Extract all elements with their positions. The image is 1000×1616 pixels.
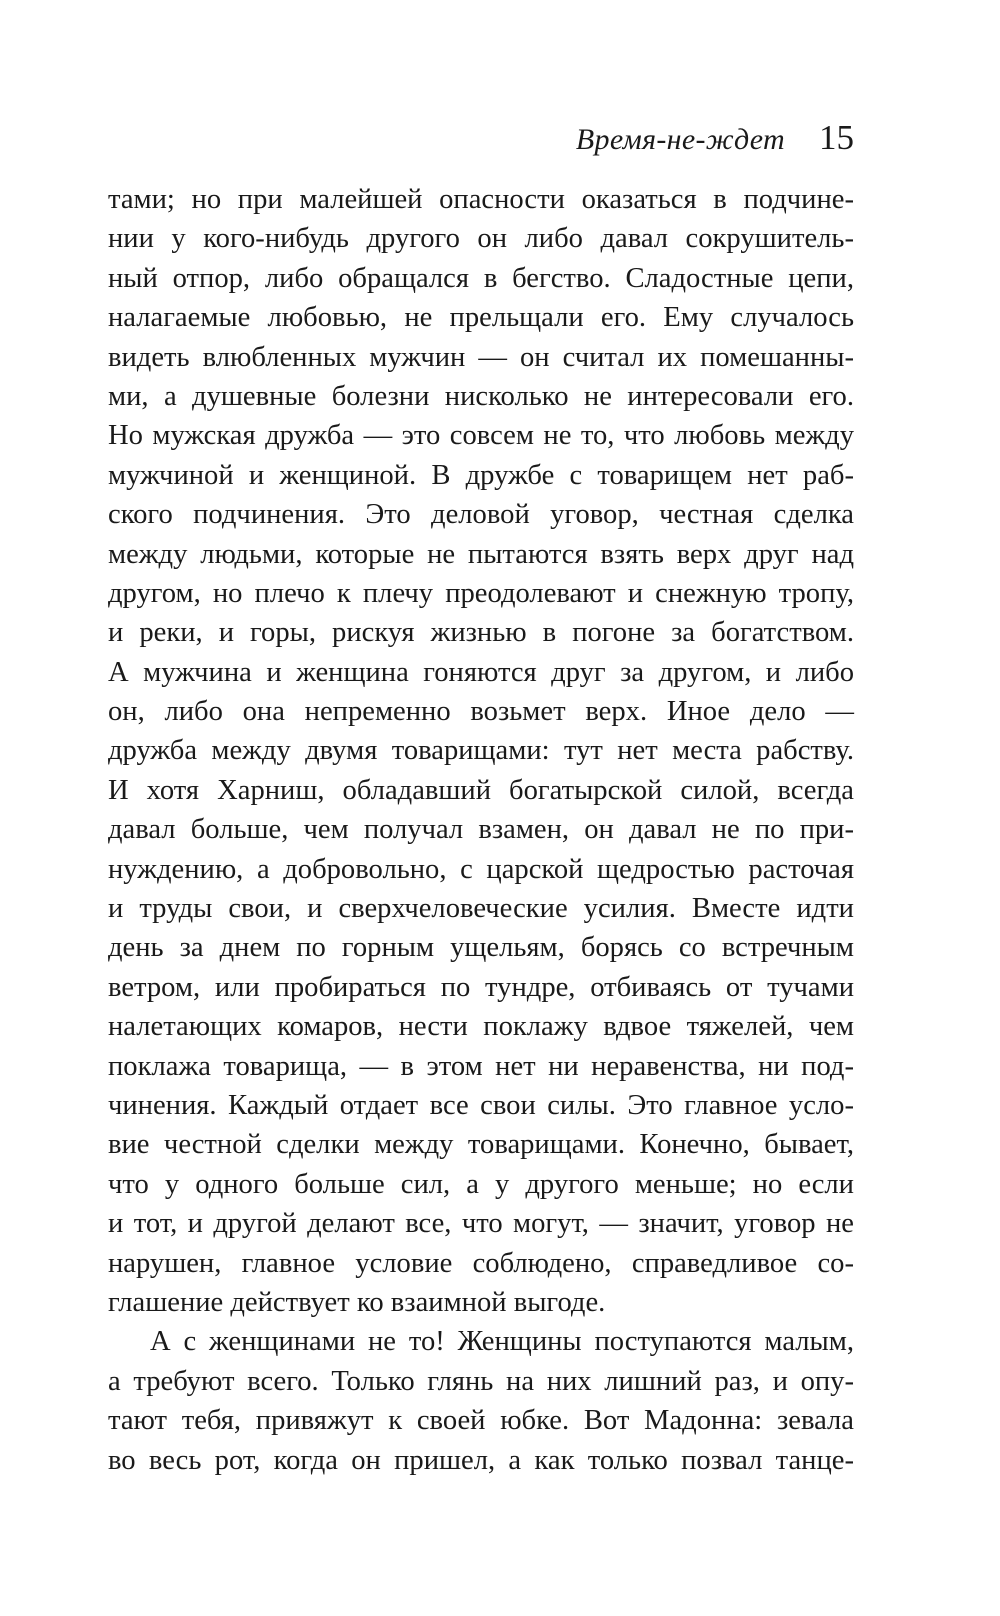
text-line: А с женщинами не то! Женщины поступаются малым, (150, 1326, 854, 1358)
running-title: Время-не-ждет (575, 123, 785, 156)
text-line: и труды свои, и сверхчеловеческие усилия. Вместе идти (108, 893, 854, 925)
text-line: глашение действует ко взаимной выгоде. (108, 1286, 606, 1318)
text-line: налетающих комаров, нести поклажу вдвое тяжелей, чем (108, 1011, 854, 1043)
text-line: дружба между двумя товарищами: тут нет места рабству. (108, 735, 854, 767)
text-line: чинения. Каждый отдает все свои силы. Это главное усло- (108, 1089, 854, 1121)
text-line: нуждению, а добровольно, с царской щедростью расточая (108, 853, 854, 885)
text-line: Но мужская дружба — это совсем не то, что любовь между (108, 420, 854, 452)
text-line: и реки, и горы, рискуя жизнью в погоне за богатством. (108, 617, 854, 649)
paragraph (108, 180, 854, 1322)
text-line: во весь рот, когда он пришел, а как только позвал танце- (108, 1444, 854, 1476)
text-line: ный отпор, либо обращался в бегство. Сладостные цепи, (108, 262, 854, 294)
body-text (108, 180, 854, 1480)
text-line: ветром, или пробираться по тундре, отбиваясь от тучами (108, 971, 854, 1003)
text-line: вие честной сделки между товарищами. Конечно, бывает, (108, 1129, 854, 1161)
text-line: тами; но при малейшей опасности оказаться в подчине- (108, 184, 854, 215)
text-line: нии у кого-нибудь другого он либо давал сокрушитель- (108, 223, 854, 255)
text-line: налагаемые любовью, не прельщали его. Ему случалось (108, 302, 854, 334)
text-line: А мужчина и женщина гоняются друг за другом, и либо (108, 656, 854, 688)
text-line: нарушен, главное условие соблюдено, справедливое со- (108, 1247, 854, 1279)
paragraph (108, 1322, 854, 1480)
text-line: давал больше, чем получал взамен, он давал не по при- (108, 814, 854, 846)
text-line: между людьми, которые не пытаются взять верх друг над (108, 538, 854, 570)
text-line: поклажа товарища, — в этом нет ни неравенства, ни под- (108, 1050, 854, 1082)
text-line: он, либо она непременно возьмет верх. Иное дело — (108, 696, 854, 728)
running-head (576, 118, 854, 158)
text-line: что у одного больше сил, а у другого меньше; но если (108, 1168, 854, 1200)
text-line: другом, но плечо к плечу преодолевают и снежную тропу, (108, 577, 854, 609)
text-line: ского подчинения. Это деловой уговор, честная сделка (108, 499, 854, 531)
page-number: 15 (819, 118, 854, 157)
text-line: ми, а душевные болезни нисколько не интересовали его. (108, 380, 854, 412)
text-line: И хотя Харниш, обладавший богатырской силой, всегда (108, 774, 854, 806)
text-line: а требуют всего. Только глянь на них лишний раз, и опу- (108, 1365, 854, 1397)
text-line: и тот, и другой делают все, что могут, — значит, уговор не (108, 1208, 854, 1240)
text-line: видеть влюбленных мужчин — он считал их помешанны- (108, 341, 854, 373)
text-line: тают тебя, привяжут к своей юбке. Вот Мадонна: зевала (108, 1405, 854, 1437)
text-line: день за днем по горным ущельям, борясь со встречным (108, 932, 854, 964)
text-line: мужчиной и женщиной. В дружбе с товарищем нет раб- (108, 459, 854, 491)
